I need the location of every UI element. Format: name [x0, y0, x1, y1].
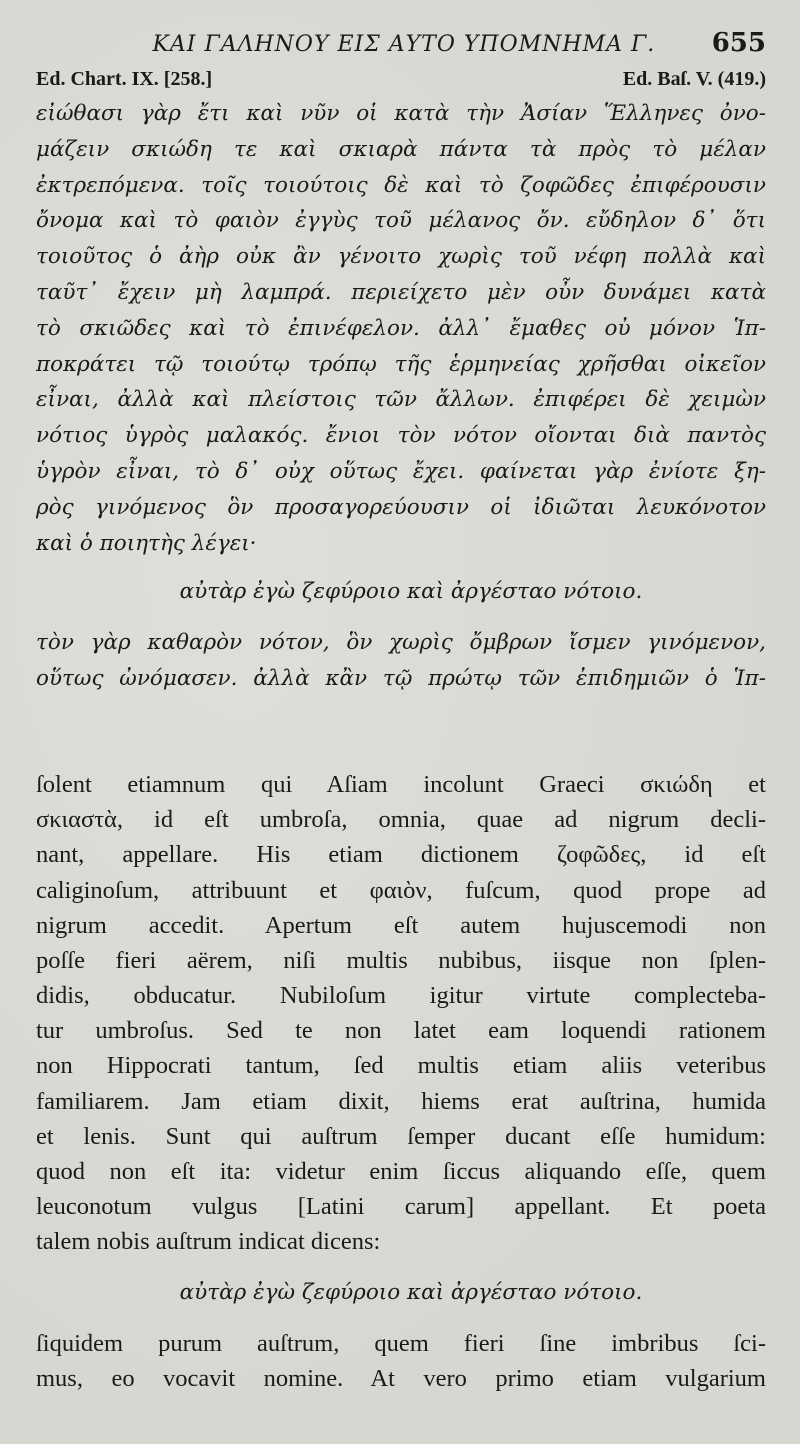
- latin-line: quod non eſt ita: videtur enim ſiccus aliquando eſſe, quem: [36, 1158, 766, 1186]
- greek-line: εἶναι, ἀλλὰ καὶ πλείστοις τῶν ἄλλων. ἐπιφέρει δὲ χειμὼν: [36, 387, 766, 413]
- latin-line: non Hippocrati tantum, ſed multis etiam aliis veteribus: [36, 1052, 766, 1080]
- greek-line: ὄνομα καὶ τὸ φαιὸν ἐγγὺς τοῦ μέλανος ὄν. εὔδηλον δ᾽ ὅτι: [36, 208, 766, 234]
- latin-line: mus, eo vocavit nomine. At vero primo etiam vulgarium: [36, 1364, 766, 1392]
- greek-line: τοιοῦτος ὁ ἀὴρ οὐκ ἂν γένοιτο χωρὶς τοῦ νέφη πολλὰ καὶ: [36, 244, 766, 270]
- greek-line: ὑγρὸν εἶναι, τὸ δ᾽ οὐχ οὕτως ἔχει. φαίνεται γὰρ ἐνίοτε ξη-: [36, 458, 766, 484]
- greek-line: τὸ σκιῶδες καὶ τὸ ἐπινέφελον. ἀλλ᾽ ἔμαθες οὐ μόνον Ἱπ-: [36, 315, 766, 341]
- greek-line: μάζειν σκιώδη τε καὶ σκιαρὰ πάντα τὰ πρὸς τὸ μέλαν: [36, 136, 766, 162]
- latin-line: caliginoſum, attribuunt et φαιὸν, fuſcum, quod prope ad: [36, 876, 766, 904]
- greek-line: ρὸς γινόμενος ὃν προσαγορεύουσιν οἱ ἰδιῶται λευκόνοτον: [36, 494, 766, 520]
- latin-line: et lenis. Sunt qui auſtrum ſemper ducant eſſe humidum:: [36, 1122, 766, 1150]
- greek-line: οὕτως ὠνόμασεν. ἀλλὰ κἂν τῷ πρώτῳ τῶν ἐπιδημιῶν ὁ Ἱπ-: [36, 666, 766, 692]
- running-head: [36, 28, 766, 68]
- greek-line: τὸν γὰρ καθαρὸν νότον, ὃν χωρὶς ὄμβρων ἴσμεν γινόμενον,: [36, 630, 766, 656]
- latin-line: nant, appellare. His etiam dictionem ζοφῶδες, id eſt: [36, 841, 766, 869]
- latin-line: familiarem. Jam etiam dixit, hiems erat auſtrina, humida: [36, 1087, 766, 1115]
- greek-verse-quotation: αὐτὰρ ἐγὼ ζεφύροιο καὶ ἀργέσταο νότοιο.: [179, 579, 643, 605]
- latin-line: ſiquidem purum auſtrum, quem fieri ſine imbribus ſci-: [36, 1329, 766, 1357]
- latin-text-block: [36, 767, 766, 1396]
- latin-line: σκιαστὰ, id eſt umbroſa, omnia, quae ad nigrum decli-: [36, 806, 766, 834]
- latin-line: ſolent etiamnum qui Aſiam incolunt Graeci σκιώδη et: [36, 770, 766, 798]
- page-number: 655: [711, 28, 766, 58]
- latin-verse-quotation: αὐτὰρ ἐγὼ ζεφύροιο καὶ ἀργέσταο νότοιο.: [179, 1279, 643, 1305]
- edition-reference-line: [36, 68, 766, 94]
- greek-line: καὶ ὁ ποιητὴς λέγει·: [36, 530, 257, 556]
- edition-basel: Ed. Baſ. V. (419.): [622, 68, 766, 90]
- greek-line: νότιος ὑγρὸς μαλακός. ἔνιοι τὸν νότον οἴονται διὰ παντὸς: [36, 423, 766, 449]
- latin-line: poſſe fieri aërem, niſi multis nubibus, iisque non ſplen-: [36, 946, 766, 974]
- latin-line: didis, obducatur. Nubiloſum igitur virtute complecteba-: [36, 982, 766, 1010]
- greek-after-verse: [36, 625, 766, 697]
- latin-line: tur umbroſus. Sed te non latet eam loquendi rationem: [36, 1017, 766, 1045]
- latin-line: leuconotum vulgus [Latini carum] appellant. Et poeta: [36, 1193, 766, 1221]
- greek-line: ποκράτει τῷ τοιούτῳ τρόπῳ τῆς ἑρμηνείας χρῆσθαι οἰκεῖον: [36, 351, 766, 377]
- greek-text-block: [36, 96, 766, 697]
- edition-chartier: Ed. Chart. IX. [258.]: [36, 68, 213, 90]
- greek-line: ταῦτ᾽ ἔχειν μὴ λαμπρά. περιείχετο μὲν οὖν δυνάμει κατὰ: [36, 279, 766, 305]
- latin-line: talem nobis auſtrum indicat dicens:: [36, 1228, 381, 1256]
- greek-line: εἰώθασι γὰρ ἔτι καὶ νῦν οἱ κατὰ τὴν Ἀσίαν Ἕλληνες ὀνο-: [36, 101, 766, 126]
- greek-line: ἐκτρεπόμενα. τοῖς τοιούτοις δὲ καὶ τὸ ζοφῶδες ἐπιφέρουσιν: [36, 172, 766, 198]
- running-title: ΚΑΙ ΓΑΛΗΝΟΥ ΕΙΣ ΑΥΤΟ ΥΠΟΜΝΗΜΑ Γ.: [152, 32, 656, 57]
- latin-line: nigrum accedit. Apertum eſt autem hujuscemodi non: [36, 911, 766, 939]
